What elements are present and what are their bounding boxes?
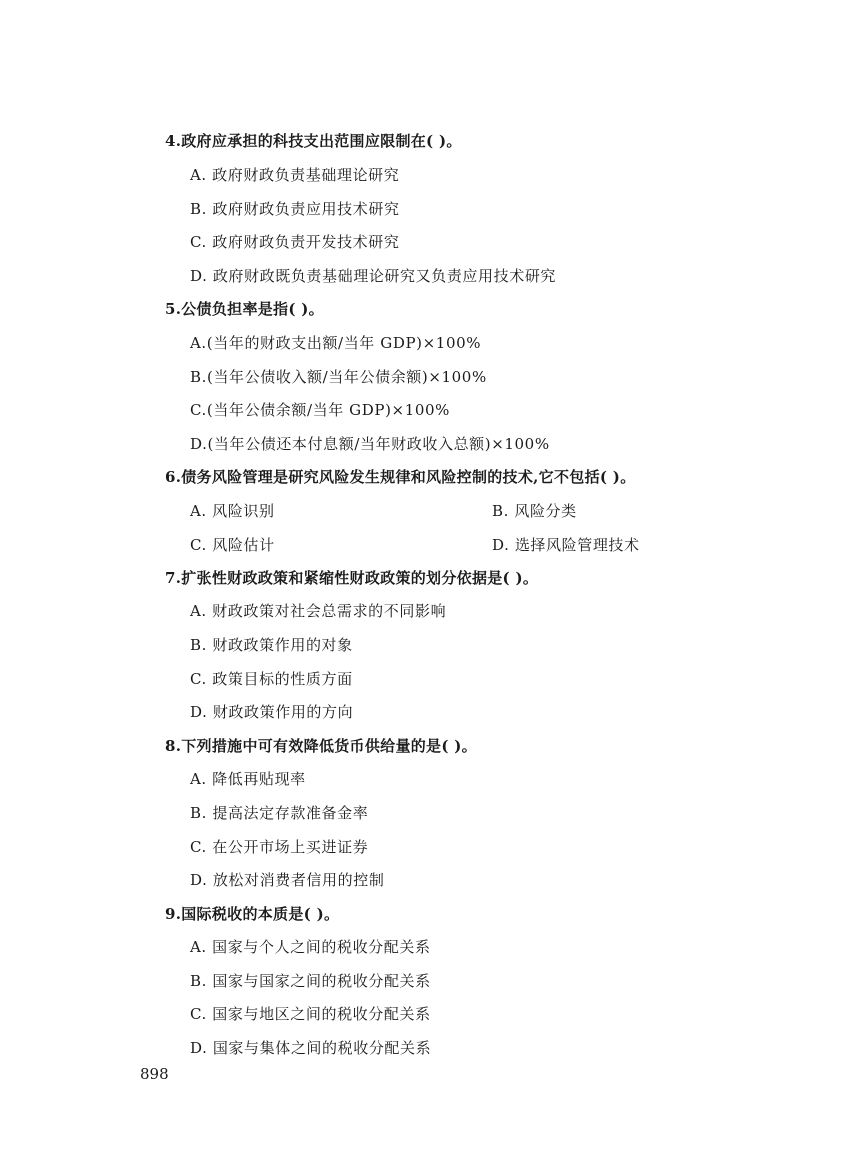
question-8-option-b: B. 提高法定存款准备金率 bbox=[190, 804, 369, 822]
question-8-option-c: C. 在公开市场上买进证券 bbox=[190, 838, 369, 856]
question-5-option-a: A.(当年的财政支出额/当年 GDP)×100% bbox=[190, 334, 482, 352]
question-5-option-b: B.(当年公债收入额/当年公债余额)×100% bbox=[190, 368, 487, 386]
question-5-stem: 5.公债负担率是指( )。 bbox=[165, 300, 324, 318]
question-7-option-b: B. 财政政策作用的对象 bbox=[190, 636, 353, 654]
question-6-option-d: D. 选择风险管理技术 bbox=[492, 536, 640, 554]
question-7-option-d: D. 财政政策作用的方向 bbox=[190, 703, 354, 721]
page-number: 898 bbox=[140, 1065, 169, 1083]
question-5-option-d: D.(当年公债还本付息额/当年财政收入总额)×100% bbox=[190, 435, 550, 453]
question-9-option-d: D. 国家与集体之间的税收分配关系 bbox=[190, 1039, 432, 1057]
question-8-option-a: A. 降低再贴现率 bbox=[190, 770, 306, 788]
question-4-stem: 4.政府应承担的科技支出范围应限制在( )。 bbox=[165, 132, 462, 150]
question-8-option-d: D. 放松对消费者信用的控制 bbox=[190, 871, 385, 889]
question-6-option-b: B. 风险分类 bbox=[492, 502, 577, 520]
question-7-option-c: C. 政策目标的性质方面 bbox=[190, 670, 353, 688]
question-6-stem: 6.债务风险管理是研究风险发生规律和风险控制的技术,它不包括( )。 bbox=[165, 468, 636, 486]
question-6-option-c: C. 风险估计 bbox=[190, 536, 275, 554]
question-9-stem: 9.国际税收的本质是( )。 bbox=[165, 905, 340, 923]
question-4-option-c: C. 政府财政负责开发技术研究 bbox=[190, 233, 400, 251]
question-8-stem: 8.下列措施中可有效降低货币供给量的是( )。 bbox=[165, 737, 477, 755]
question-9-option-b: B. 国家与国家之间的税收分配关系 bbox=[190, 972, 431, 990]
question-9-option-a: A. 国家与个人之间的税收分配关系 bbox=[190, 938, 431, 956]
question-4-option-a: A. 政府财政负责基础理论研究 bbox=[190, 166, 400, 184]
question-6-option-a: A. 风险识别 bbox=[190, 502, 275, 520]
question-9-option-c: C. 国家与地区之间的税收分配关系 bbox=[190, 1005, 431, 1023]
question-4-option-b: B. 政府财政负责应用技术研究 bbox=[190, 200, 400, 218]
question-4-option-d: D. 政府财政既负责基础理论研究又负责应用技术研究 bbox=[190, 267, 557, 285]
question-5-option-c: C.(当年公债余额/当年 GDP)×100% bbox=[190, 401, 450, 419]
question-7-option-a: A. 财政政策对社会总需求的不同影响 bbox=[190, 602, 447, 620]
question-7-stem: 7.扩张性财政政策和紧缩性财政政策的划分依据是( )。 bbox=[165, 569, 539, 587]
